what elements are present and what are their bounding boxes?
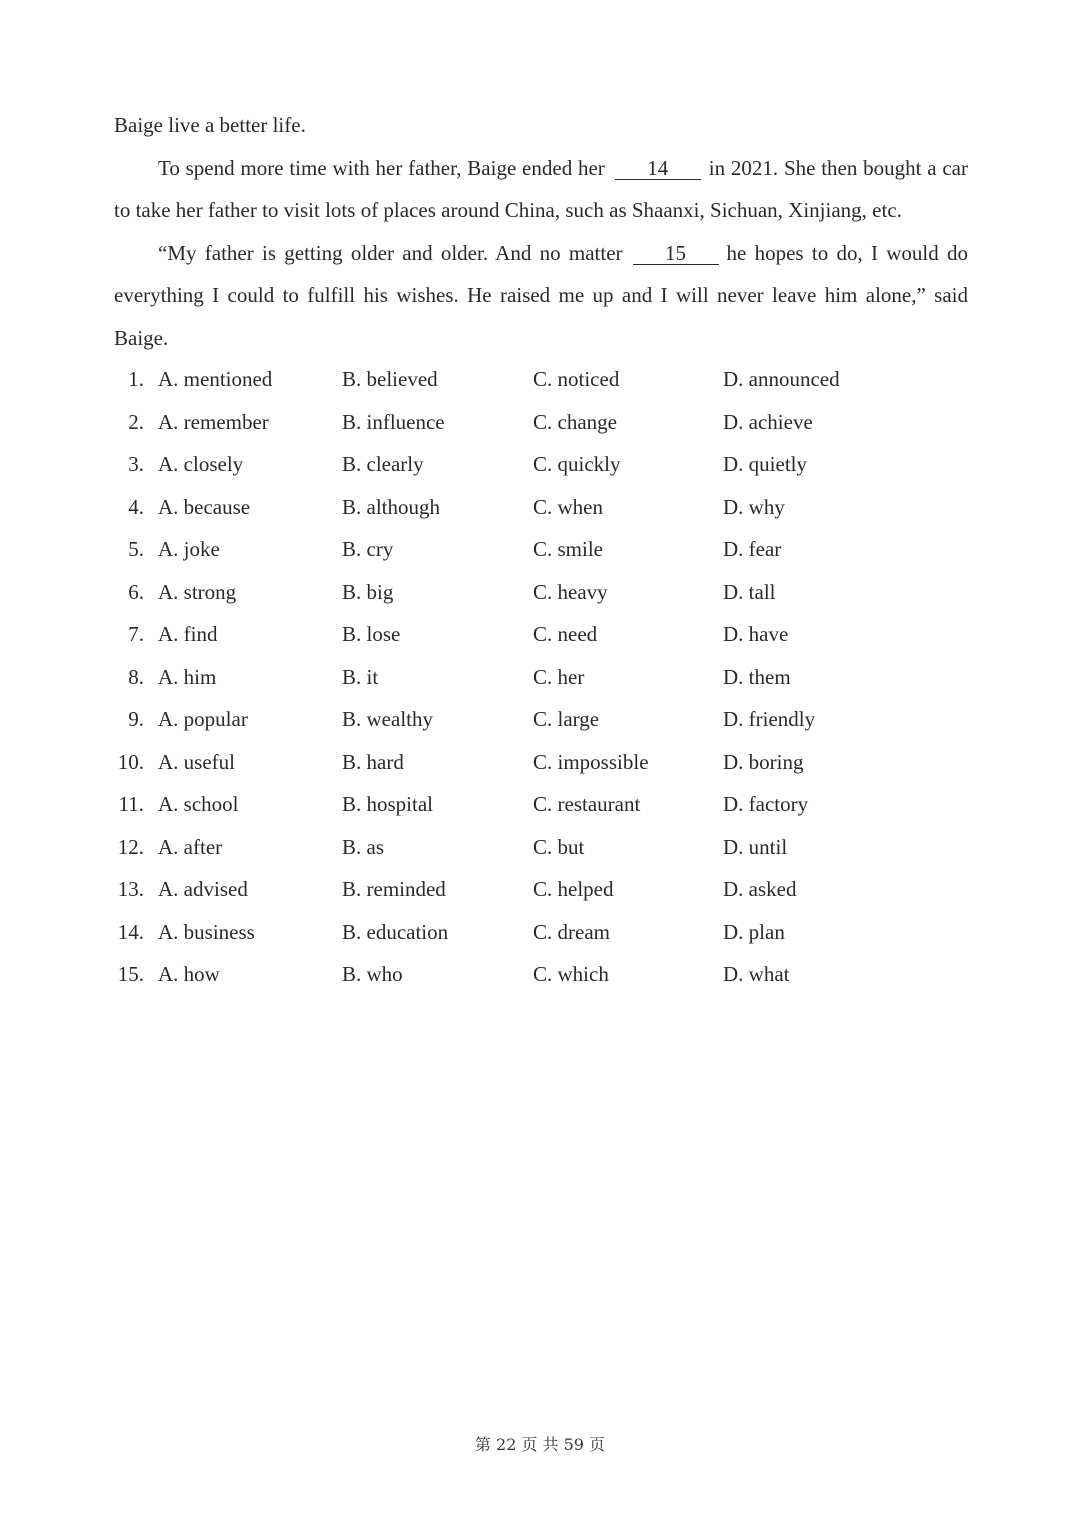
paragraph-text-before-blank: To spend more time with her father, Baige ended her — [158, 155, 605, 180]
question-number: 7. — [128, 622, 144, 646]
paragraph-text-before-blank: “My father is getting older and older. And no matter — [158, 240, 623, 265]
question-row-12 — [114, 826, 974, 869]
option-d: D. asked — [723, 877, 797, 901]
option-d: D. what — [723, 962, 790, 986]
question-row-4 — [114, 486, 974, 529]
option-b: B. education — [342, 919, 449, 944]
option-b: B. influence — [342, 409, 445, 434]
option-a: A. closely — [158, 452, 244, 476]
paragraph-text-after-blank: he hopes to do, I would do everything I could to fulfill his wishes. He raised me up and I will never leave him alone,” said Baige. — [114, 240, 968, 350]
option-c: C. dream — [533, 919, 610, 944]
question-number: 15. — [117, 962, 144, 986]
option-d: D. why — [723, 494, 785, 519]
question-row-1 — [114, 358, 974, 401]
option-c: C. when — [533, 494, 603, 519]
option-d: D. until — [723, 834, 788, 859]
option-b: B. clearly — [342, 452, 424, 476]
question-row-10 — [114, 741, 974, 784]
option-a: A. mentioned — [158, 367, 273, 391]
question-number: 11. — [118, 792, 144, 816]
option-c: C. large — [533, 707, 600, 731]
question-number: 14. — [117, 919, 144, 944]
option-a: A. him — [158, 664, 217, 689]
paragraph-text: Baige live a better life. — [114, 113, 306, 137]
option-d: D. plan — [723, 919, 785, 944]
passage-paragraph-2 — [114, 232, 968, 360]
option-d: D. factory — [723, 792, 809, 816]
option-c: C. quickly — [533, 452, 621, 476]
option-b: B. it — [342, 664, 379, 689]
option-d: D. announced — [723, 367, 840, 391]
option-a: A. useful — [158, 749, 235, 774]
option-c: C. helped — [533, 877, 614, 901]
option-d: D. tall — [723, 579, 776, 604]
option-a: A. remember — [158, 409, 269, 434]
option-c: C. impossible — [533, 749, 649, 774]
option-a: A. advised — [158, 877, 248, 901]
question-number: 1. — [128, 367, 144, 391]
question-row-11 — [114, 783, 974, 826]
question-number: 10. — [117, 749, 144, 774]
option-c: C. restaurant — [533, 792, 641, 816]
blank-14: 14 — [615, 157, 701, 180]
page-number-footer: 第 22 页 共 59 页 — [474, 1435, 606, 1454]
option-c: C. her — [533, 664, 585, 689]
option-d: D. achieve — [723, 409, 813, 434]
question-number: 3. — [128, 452, 144, 476]
question-number: 6. — [128, 579, 144, 604]
blank-15: 15 — [633, 242, 719, 265]
question-row-6 — [114, 571, 974, 614]
question-row-3 — [114, 443, 974, 486]
option-b: B. lose — [342, 622, 401, 646]
option-a: A. strong — [158, 579, 237, 604]
option-a: A. business — [158, 919, 255, 944]
passage-paragraph-1 — [114, 147, 968, 232]
passage-paragraph-0 — [114, 104, 968, 147]
passage — [114, 104, 968, 359]
option-d: D. fear — [723, 537, 782, 561]
option-b: B. big — [342, 579, 394, 604]
option-d: D. have — [723, 622, 789, 646]
option-a: A. after — [158, 834, 223, 859]
option-b: B. who — [342, 962, 403, 986]
option-d: D. friendly — [723, 707, 816, 731]
option-c: C. noticed — [533, 367, 620, 391]
question-number: 9. — [128, 707, 144, 731]
option-d: D. them — [723, 664, 791, 689]
option-b: B. hard — [342, 749, 404, 774]
question-row-15 — [114, 953, 974, 996]
question-number: 12. — [117, 834, 144, 859]
question-number: 4. — [128, 494, 144, 519]
option-c: C. need — [533, 622, 598, 646]
question-number: 2. — [128, 409, 144, 434]
option-d: D. quietly — [723, 452, 807, 476]
option-b: B. reminded — [342, 877, 446, 901]
question-row-13 — [114, 868, 974, 911]
option-a: A. popular — [158, 707, 248, 731]
option-b: B. believed — [342, 367, 438, 391]
option-c: C. which — [533, 962, 609, 986]
question-row-9 — [114, 698, 974, 741]
answer-options — [114, 358, 974, 996]
option-c: C. heavy — [533, 579, 608, 604]
option-b: B. although — [342, 494, 440, 519]
option-a: A. joke — [158, 537, 220, 561]
option-a: A. school — [158, 792, 239, 816]
question-number: 8. — [128, 664, 144, 689]
question-number: 13. — [117, 877, 144, 901]
question-number: 5. — [128, 537, 144, 561]
question-row-7 — [114, 613, 974, 656]
option-d: D. boring — [723, 749, 804, 774]
question-row-5 — [114, 528, 974, 571]
option-c: C. change — [533, 409, 617, 434]
option-b: B. as — [342, 834, 384, 859]
option-b: B. hospital — [342, 792, 434, 816]
paragraph-text-after-blank: in 2021. She then bought a car to take her father to visit lots of places around China, such as Shaanxi, Sichuan, Xinjiang, etc. — [114, 155, 968, 222]
option-a: A. how — [158, 962, 220, 986]
option-a: A. find — [158, 622, 218, 646]
option-c: C. smile — [533, 537, 604, 561]
question-row-2 — [114, 401, 974, 444]
option-b: B. wealthy — [342, 707, 433, 731]
question-row-8 — [114, 656, 974, 699]
option-a: A. because — [158, 494, 251, 519]
question-row-14 — [114, 911, 974, 954]
option-b: B. cry — [342, 537, 394, 561]
option-c: C. but — [533, 834, 585, 859]
